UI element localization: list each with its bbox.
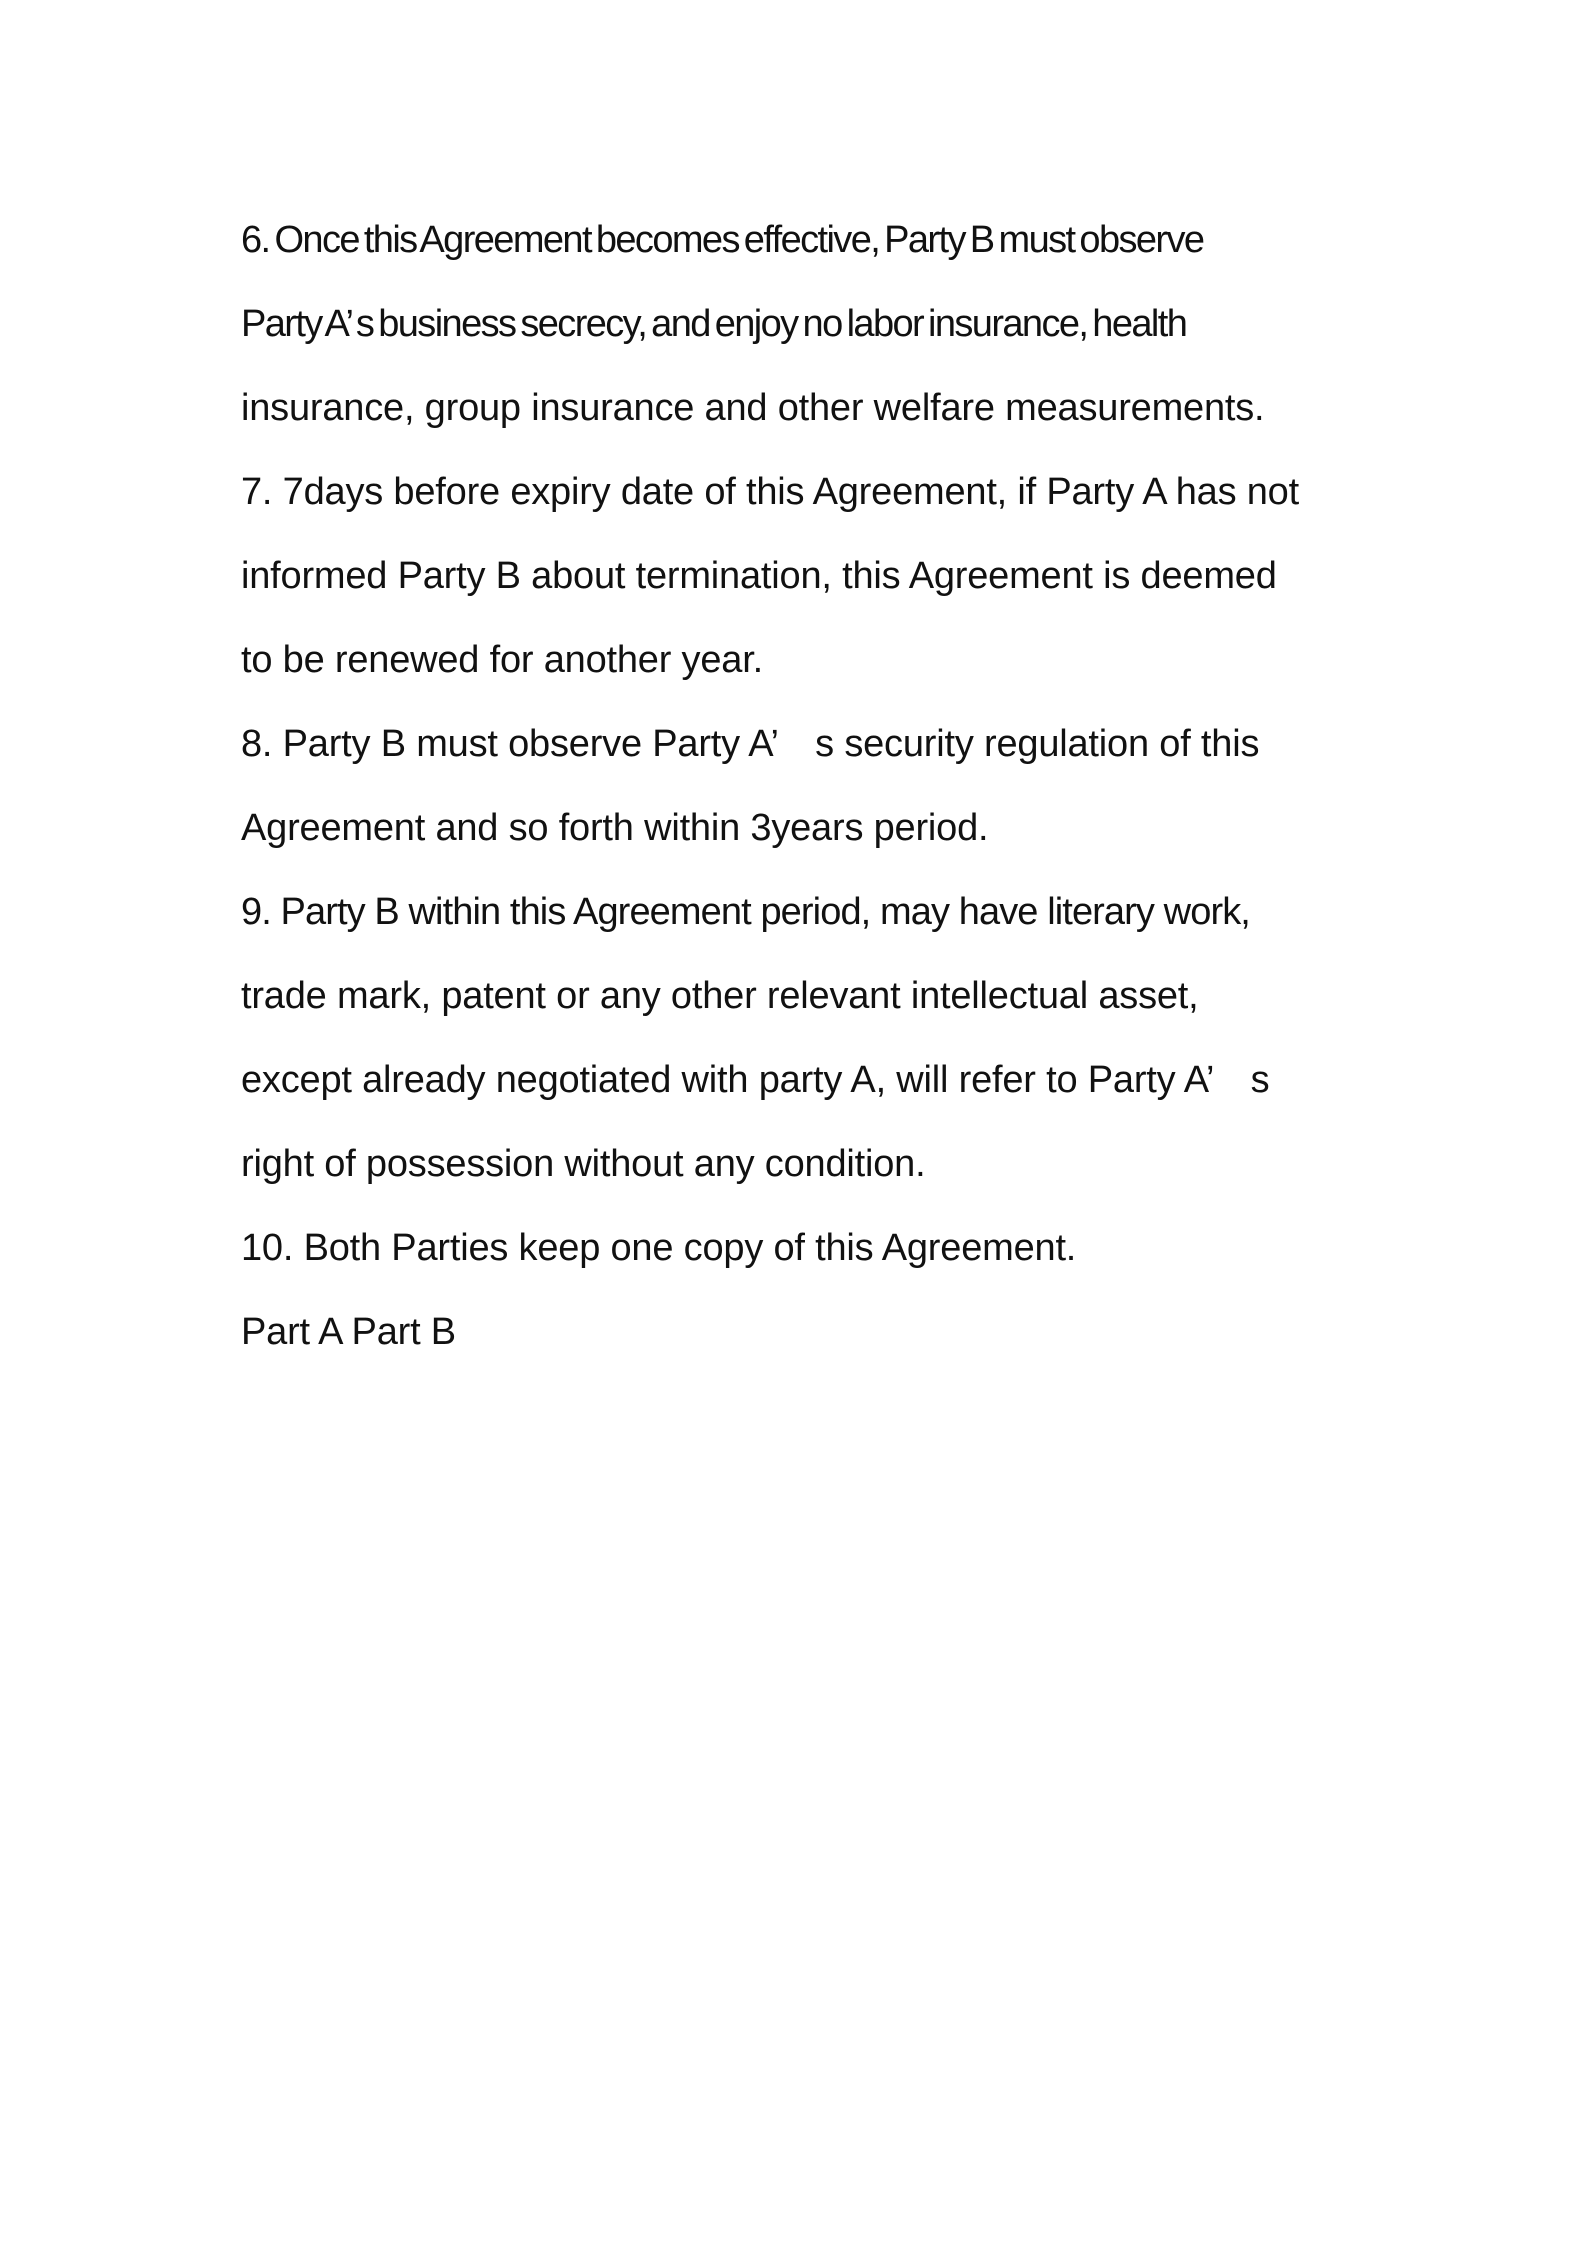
agreement-body [241, 198, 1361, 1374]
clause-7-line-1: 7. 7days before expiry date of this Agreement, if Party A has not [241, 471, 1299, 513]
clause-9-line-4: right of possession without any condition. [241, 1143, 926, 1185]
clause-6-line-3: insurance, group insurance and other welfare measurements. [241, 387, 1265, 429]
clause-10-line-1: 10. Both Parties keep one copy of this Agreement. [241, 1227, 1077, 1269]
clause-6-line-2: Party A’ s business secrecy, and enjoy no labor insurance, health [241, 303, 1187, 345]
clause-8-line-2: Agreement and so forth within 3years period. [241, 807, 989, 849]
clause-7-line-2: informed Party B about termination, this Agreement is deemed [241, 555, 1277, 597]
clause-9-line-2: trade mark, patent or any other relevant intellectual asset, [241, 975, 1199, 1017]
clause-9-line-3: except already negotiated with party A, will refer to Party A’ s [241, 1059, 1270, 1101]
clause-8-line-1: 8. Party B must observe Party A’ s security regulation of this [241, 723, 1260, 765]
signature-parties-line: Part A Part B [241, 1311, 456, 1353]
clause-7-line-3: to be renewed for another year. [241, 639, 763, 681]
clause-9-line-1: 9. Party B within this Agreement period, may have literary work, [241, 891, 1250, 933]
clause-6-line-1: 6. Once this Agreement becomes effective, Party B must observe [241, 219, 1204, 261]
